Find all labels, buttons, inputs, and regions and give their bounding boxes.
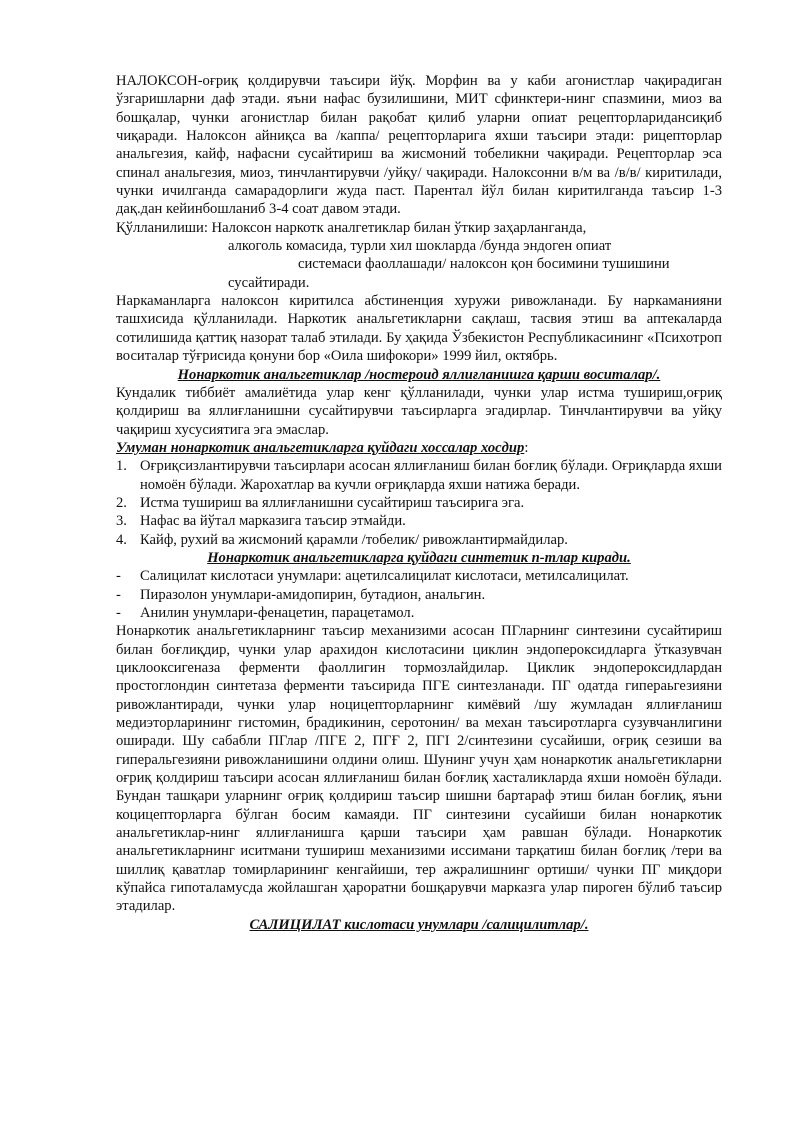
synthetic-list (116, 567, 722, 622)
list-item-number: 2. (116, 494, 127, 511)
list-item (116, 567, 722, 585)
list-item-number: 4. (116, 531, 127, 548)
list-item-text: Салицилат кислотаси унумлари: ацетилсалицилат кислотаси, метилсалицилат. (140, 568, 629, 585)
list-item-dash: - (116, 586, 121, 603)
heading-properties-colon: : (524, 439, 529, 456)
list-item (116, 531, 722, 549)
list-item (116, 604, 722, 622)
heading-properties-line (116, 439, 722, 457)
usage-line-3: системаси фаоллашади/ налоксон қон босимини тушишини (298, 256, 670, 273)
list-item-number: 3. (116, 513, 127, 530)
list-item-text: Оғриқсизлантирувчи таъсирлари асосан яллиғланиш билан боғлиқ бўлади. Оғриқларда яхши номоён бўлади. Жарохатлар ва кучли оғриқларда яхши натижа беради. (140, 458, 722, 493)
list-item-text: Анилин унумлари-фенацетин, парацетамол. (140, 604, 415, 621)
list-item (116, 586, 722, 604)
list-item (116, 457, 722, 494)
properties-list (116, 457, 722, 549)
list-item-text: Пиразолон унумлари-амидопирин, бутадион, анальгин. (140, 586, 486, 603)
paragraph-daily-use: Кундалик тиббиёт амалиётида улар кенг қўлланилади, чунки улар истма тушириш,оғриқ қолдириш ва яллиғланишни сусайтирувчи таъсирларга эгадирлар. Тинчлантирувчи ва уйқу чақириш хусусиятига эга эмаслар. (116, 384, 722, 438)
list-item-dash: - (116, 568, 121, 585)
heading-synthetic: Нонаркотик анальгетикларга қуйдаги синтетик п-тлар киради. (207, 549, 631, 566)
paragraph-naloxone: НАЛОКСОН-оғриқ қолдирувчи таъсири йўқ. Морфин ва у каби агонистлар чақирадиган ўзгаришларни даф этади. яъни нафас бузилишини, МИТ сфинктери-нинг спазмини, миоз ва бошқалар, чунки агонистлар билан рақобат қилиб уларни опиат рецепторларидансиқиб чиқаради. Налоксон айниқса ва /каппа/ рецепторларига яхши таъсири этади: рицепторлар анальгезия, кайф, нафасни сусайтириш ва жисмоний тобеликни чақиради. Рецепторлар эса спинал анальгезия, миоз, тинчлантирувчи /уйқу/ чақиради. Налоксонни в/м ва /в/в/ киритилади, чунки ичилганда самарадорлиги жуда паст. Парентал йўл билан киритилганда таъсир 1-3 дақ.дан кейинбошланиб 3-4 соат давом этади. (116, 73, 722, 218)
usage-line-4: сусайтиради. (228, 274, 310, 291)
list-item-text: Кайф, рухий ва жисмоний қарамли /тобелик/ ривожлантирмайдилар. (140, 531, 568, 548)
heading-salicylate: САЛИЦИЛАТ кислотаси унумлари /салицилитлар/. (249, 916, 589, 933)
paragraph-mechanism: Нонаркотик анальгетикларнинг таъсир механизими асосан ПГларнинг синтезини сусайтириш билан боғлиқдир, чунки улар арахидон кислотасини циклин эндопероксидларга ўтказувчан циклооксигеназа ферменти фаоллигин тормозлайдилар. Циклик эндопероксидлардан простоглондин синтетаза ферменти таъсирида ПГЕ синтезланади. ПГ одатда гипераьгезияни ривожлантиради, чунки улар ноцицепторларнинг кимёвий /шу жумладан яллиғланиш медиэторларининг гистомин, брадикинин, серотонин/ ва механ таъсиротларга сузувчанлигини оширади. Шу сабабли ПГлар /ПГЕ 2, ПГҒ 2, ПГІ 2/синтезини сусайиши, оғриқ сезиши ва гиперальгезияни ривожланишини олдини олиш. Шунинг учун ҳам нонаркотик анальгетикларни оғриқ қолдириш таъсири асосан яллиғланиш билан боғлиқ хасталикларда яхши номоён бўлади. Бундан ташқари уларнинг оғриқ қолдириш таъсир шишни бартараф этиш билан боғлиқ, яъни коцицепторларга бўлган босим камаяди. ПГ синтезини сусайиши билан нонаркотик анальгетиклар-нинг яллиғланишга қарши таъсири ҳам равшан бўлади. Нонаркотик анальгетикларнинг иситмани тушириш механизими иссимани тарқатиш билан боғлиқ /тери ва шиллиқ қаватлар томирларининг кенгайиши, тер ажралишнинг ортиши/ чунки ПГ миқдори кўпайса гипоталамусда жойлашган ҳароратни бошқарувчи марказга улар пироген бўлиб таъсир этадилар. (116, 623, 722, 915)
list-item-text: Истма тушириш ва яллиғланишни сусайтириш таъсирига эга. (140, 494, 525, 511)
list-item-number: 1. (116, 458, 127, 475)
list-item-dash: - (116, 604, 121, 621)
list-item (116, 494, 722, 512)
paragraph-addicts: Наркаманларга налоксон киритилса абстиненция хуружи ривожланади. Бу наркаманияни ташхисида қўлланилади. Наркотик анальгетикларни сақлаш, тасвия этиш ва аптекаларда сотилишида қаттиқ назорат талаб этилади. Бу ҳақида Ўзбекистон Республикасининг «Психотроп воситалар тўғрисида қонуни бор «Оила шифокори» 1999 йил, октябрь. (116, 293, 722, 365)
list-item (116, 512, 722, 530)
usage-line-1: Қўлланилиши: Налоксон наркотк аналгетиклар билан ўткир заҳарланганда, (116, 219, 587, 236)
heading-nonnarcotic: Нонаркотик анальгетиклар /ностероид яллиғланишга қарши воситалар/. (177, 366, 661, 383)
usage-line-2: алкоголь комасида, турли хил шокларда /бунда эндоген опиат (228, 238, 612, 255)
heading-properties: Умуман нонаркотик анальгетикларга қуйдаги хоссалар хосдир (116, 439, 525, 456)
list-item-text: Нафас ва йўтал марказига таъсир этмайди. (140, 513, 406, 530)
document-page (116, 72, 722, 934)
